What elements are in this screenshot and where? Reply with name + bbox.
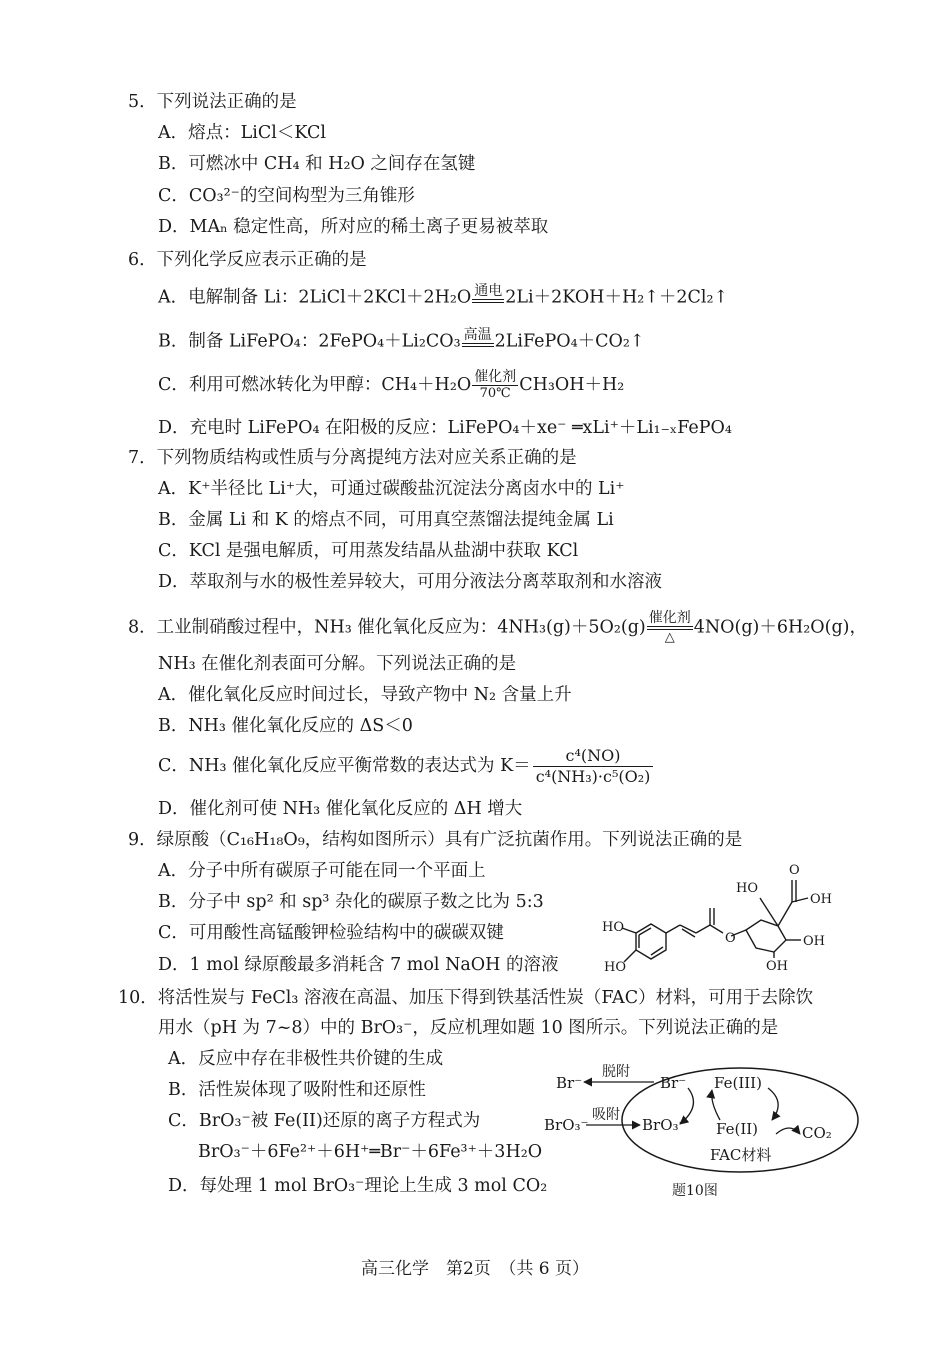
q10-option-a: A．反应中存在非极性共价键的生成 — [168, 1049, 444, 1069]
q8-option-c — [158, 746, 655, 787]
fig-caption: 题10图 — [672, 1183, 718, 1199]
q10-stem-line2: 用水（pH 为 7~8）中的 BrO₃⁻，反应机理如题 10 图所示。下列说法正确的是 — [158, 1018, 779, 1038]
q7-option-b: B．金属 Li 和 K 的熔点不同，可用真空蒸馏法提纯金属 Li — [158, 510, 614, 530]
q5-option-c: C．CO₃²⁻的空间构型为三角锥形 — [158, 186, 415, 206]
struct-label-acid-oh: OH — [810, 892, 832, 907]
q9-option-b: B．分子中 sp² 和 sp³ 杂化的碳原子数之比为 5:3 — [158, 892, 544, 912]
q6-c-condition-bottom: 70℃ — [479, 386, 511, 401]
figure-10-mechanism — [540, 1058, 860, 1204]
q8-option-a: A．催化氧化反应时间过长，导致产物中 N₂ 含量上升 — [158, 685, 572, 705]
q6-a-condition — [472, 283, 504, 313]
q7-option-a: A．K⁺半径比 Li⁺大，可通过碳酸盐沉淀法分离卤水中的 Li⁺ — [158, 479, 625, 499]
q8-condition — [647, 610, 693, 646]
fe-reduction-arrow — [768, 1088, 778, 1120]
q6-c-condition-top: 催化剂 — [474, 369, 517, 385]
fig-bro3-out: BrO₃⁻ — [544, 1116, 589, 1134]
q6-c-products: CH₃OH＋H₂ — [519, 375, 625, 395]
q9-option-d: D．1 mol 绿原酸最多消耗含 7 mol NaOH 的溶液 — [158, 955, 559, 975]
fig-fe3: Fe(III) — [714, 1074, 762, 1092]
q6-a-reactants: A．电解制备 Li：2LiCl＋2KCl＋2H₂O — [158, 287, 472, 308]
q8-condition-top: 催化剂 — [648, 610, 691, 626]
fig-fac-label: FAC材料 — [710, 1146, 772, 1164]
fig-bro3-in: BrO₃⁻ — [642, 1116, 687, 1134]
q6-b-condition-text: 高温 — [463, 327, 492, 343]
fig-br-out: Br⁻ — [556, 1074, 583, 1092]
q9-stem: 9．绿原酸（C₁₆H₁₈O₉，结构如图所示）具有广泛抗菌作用。下列说法正确的是 — [128, 830, 743, 850]
q7-option-c: C．KCl 是强电解质，可用蒸发结晶从盐湖中获取 KCl — [158, 541, 579, 561]
q5-option-b: B．可燃冰中 CH₄ 和 H₂O 之间存在氢键 — [158, 154, 476, 174]
q8-stem — [128, 610, 867, 646]
struct-label-ho-ring: HO — [602, 920, 624, 935]
q7-stem: 7．下列物质结构或性质与分离提纯方法对应关系正确的是 — [128, 448, 577, 468]
struct-label-oh-bottom: OH — [766, 959, 788, 974]
fig-fe2: Fe(II) — [716, 1120, 759, 1138]
cyclohexane-ring — [746, 920, 786, 952]
q6-option-c — [158, 369, 624, 402]
q6-a-condition-text: 通电 — [474, 283, 503, 299]
q6-option-a — [158, 283, 728, 313]
q10-option-c-equation: BrO₃⁻＋6Fe²⁺＋6H⁺═Br⁻＋6Fe³⁺＋3H₂O — [198, 1142, 543, 1162]
q9-option-c: C．可用酸性高锰酸钾检验结构中的碳碳双键 — [158, 923, 504, 943]
q8-c-text: C．NH₃ 催化氧化反应平衡常数的表达式为 K＝ — [158, 756, 531, 776]
q5-option-d: D．MAₙ 稳定性高，所对应的稀土离子更易被萃取 — [158, 217, 549, 237]
q8-option-b: B．NH₃ 催化氧化反应的 ΔS＜0 — [158, 716, 413, 736]
struct-label-ho-bottom: HO — [604, 960, 626, 975]
page-footer: 高三化学 第2页 （共 6 页） — [361, 1259, 589, 1279]
q8-option-d: D．催化剂可使 NH₃ 催化氧化反应的 ΔH 增大 — [158, 799, 523, 819]
q6-option-b — [158, 327, 645, 357]
q7-option-d: D．萃取剂与水的极性差异较大，可用分液法分离萃取剂和水溶液 — [158, 572, 663, 592]
q6-c-condition — [472, 369, 518, 402]
q5-option-a: A．熔点：LiCl＜KCl — [158, 123, 326, 143]
struct-label-carbonyl-o: O — [789, 863, 800, 878]
q8-stem-reactants: 8．工业制硝酸过程中，NH₃ 催化氧化反应为：4NH₃(g)＋5O₂(g) — [128, 617, 646, 638]
fraction-numerator: c⁴(NO) — [533, 746, 654, 767]
q10-stem: 10．将活性炭与 FeCl₃ 溶液在高温、加压下得到铁基活性炭（FAC）材料，可用于去除饮 — [118, 988, 814, 1008]
q10-option-b: B．活性炭体现了吸附性和还原性 — [168, 1080, 426, 1100]
co2-arrow — [776, 1128, 800, 1134]
fraction-denominator: c⁴(NH₃)·c⁵(O₂) — [535, 767, 651, 786]
struct-label-ester-o: O — [725, 931, 736, 946]
q6-stem: 6．下列化学反应表示正确的是 — [128, 250, 367, 270]
struct-label-ho-top: HO — [736, 881, 758, 896]
fig-desorb-label: 脱附 — [602, 1064, 630, 1080]
fig-br-in: Br⁻ — [660, 1074, 687, 1092]
q6-b-condition — [462, 327, 494, 357]
q9-option-a: A．分子中所有碳原子可能在同一个平面上 — [158, 861, 486, 881]
fig-adsorb-label: 吸附 — [592, 1107, 620, 1123]
q10-option-d: D．每处理 1 mol BrO₃⁻理论上生成 3 mol CO₂ — [168, 1176, 548, 1196]
fe-oxidation-arrow — [712, 1090, 720, 1120]
benzene-ring — [636, 924, 666, 959]
struct-label-oh-right: OH — [803, 934, 825, 949]
q5-stem: 5．下列说法正确的是 — [128, 92, 297, 112]
equilibrium-fraction — [533, 746, 654, 787]
q6-option-d: D．充电时 LiFePO₄ 在阳极的反应：LiFePO₄＋xe⁻ ═xLi⁺＋Li₁₋ₓFePO₄ — [158, 418, 732, 438]
q6-c-reactants: C．利用可燃冰转化为甲醇：CH₄＋H₂O — [158, 375, 472, 395]
chlorogenic-acid-structure — [596, 858, 846, 978]
q6-b-reactants: B．制备 LiFePO₄：2FePO₄＋Li₂CO₃ — [158, 331, 461, 352]
q6-b-products: 2LiFePO₄＋CO₂↑ — [494, 331, 645, 352]
q8-stem-line2: NH₃ 在催化剂表面可分解。下列说法正确的是 — [158, 654, 517, 674]
q8-stem-products: 4NO(g)＋6H₂O(g)， — [693, 617, 867, 638]
q8-condition-bottom: △ — [664, 630, 675, 645]
fig-co2: CO₂ — [802, 1124, 832, 1142]
q6-a-products: 2Li＋2KOH＋H₂↑＋2Cl₂↑ — [505, 287, 729, 308]
q10-option-c: C．BrO₃⁻被 Fe(II)还原的离子方程式为 — [168, 1111, 481, 1131]
